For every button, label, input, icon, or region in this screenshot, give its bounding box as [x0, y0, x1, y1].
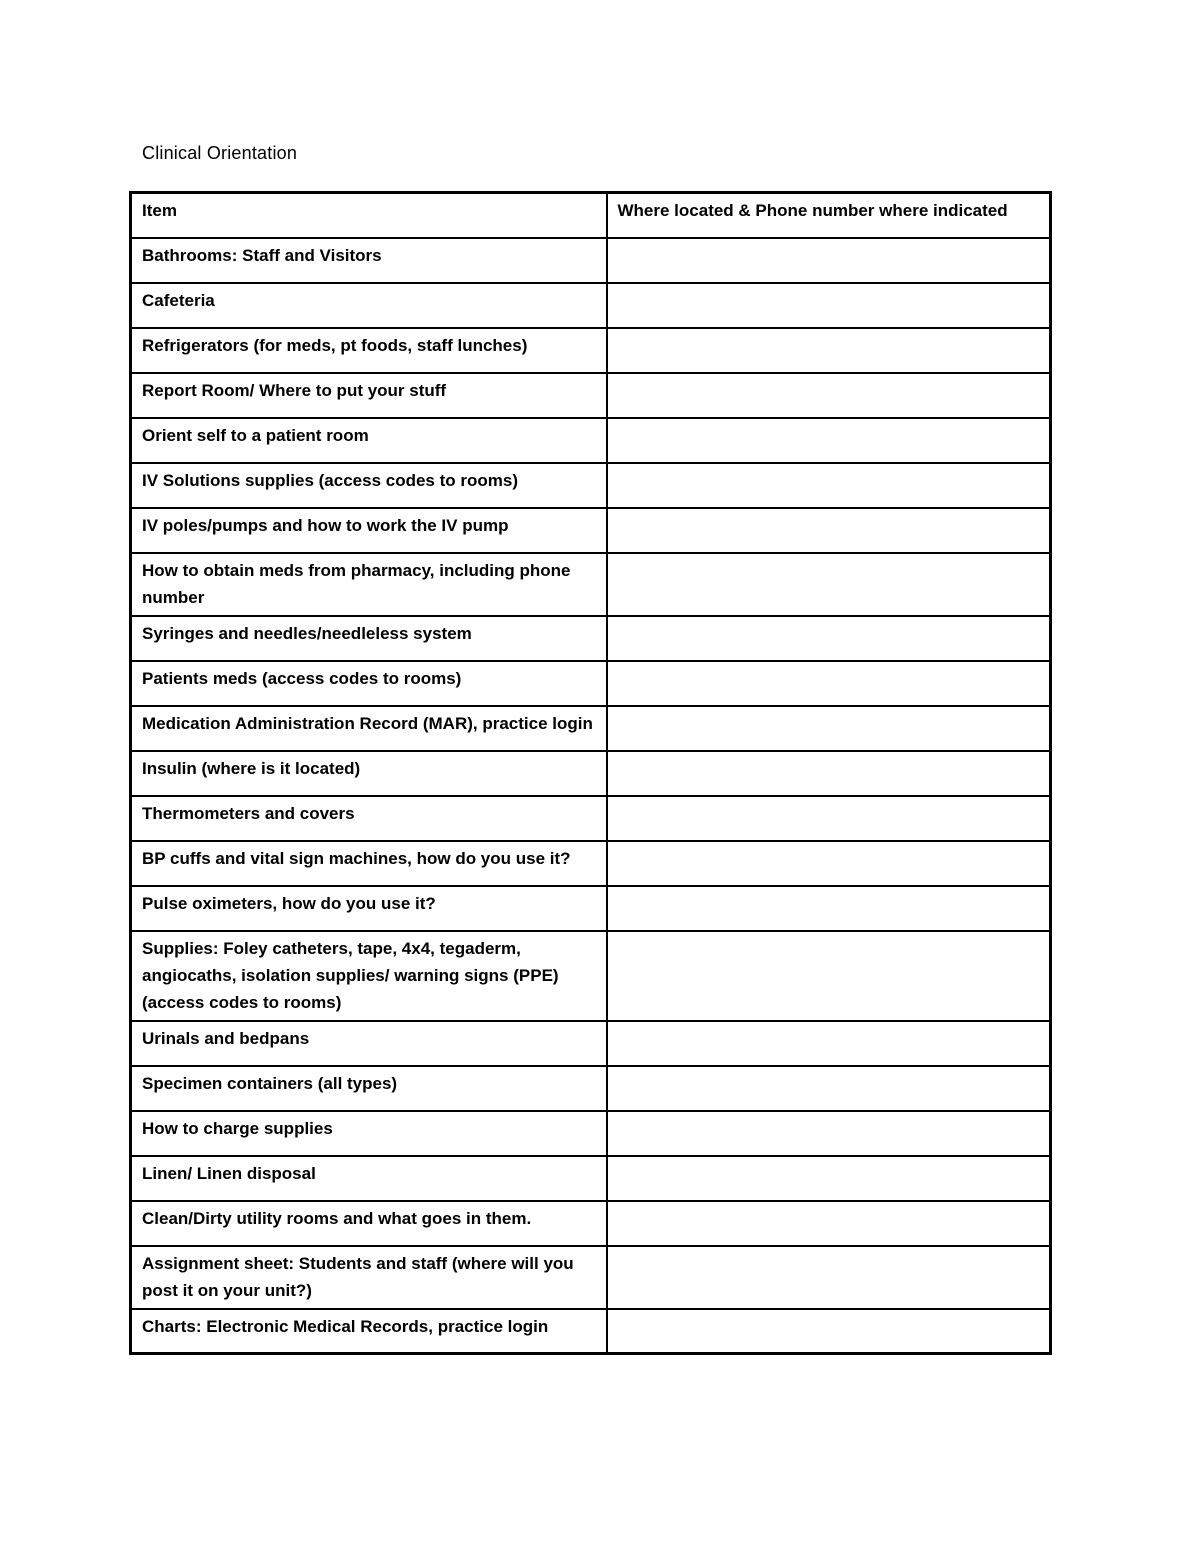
table-header-row — [131, 193, 1051, 238]
table-row — [131, 283, 1051, 328]
item-cell: Clean/Dirty utility rooms and what goes in them. — [131, 1201, 607, 1246]
item-cell: Orient self to a patient room — [131, 418, 607, 463]
location-cell[interactable] — [607, 508, 1051, 553]
location-cell[interactable] — [607, 1201, 1051, 1246]
location-cell[interactable] — [607, 931, 1051, 1021]
item-cell: Syringes and needles/needleless system — [131, 616, 607, 661]
item-cell: How to charge supplies — [131, 1111, 607, 1156]
item-cell: Assignment sheet: Students and staff (where will you post it on your unit?) — [131, 1246, 607, 1309]
table-row — [131, 661, 1051, 706]
item-cell: Insulin (where is it located) — [131, 751, 607, 796]
location-cell[interactable] — [607, 373, 1051, 418]
item-cell: Urinals and bedpans — [131, 1021, 607, 1066]
location-cell[interactable] — [607, 841, 1051, 886]
table-row — [131, 1156, 1051, 1201]
table-row — [131, 796, 1051, 841]
table-row — [131, 1111, 1051, 1156]
item-cell: IV Solutions supplies (access codes to rooms) — [131, 463, 607, 508]
item-cell: IV poles/pumps and how to work the IV pump — [131, 508, 607, 553]
page-title: Clinical Orientation — [142, 143, 298, 163]
table-row — [131, 931, 1051, 1021]
location-cell[interactable] — [607, 796, 1051, 841]
location-cell[interactable] — [607, 886, 1051, 931]
location-cell[interactable] — [607, 238, 1051, 283]
item-cell: Pulse oximeters, how do you use it? — [131, 886, 607, 931]
table-body — [131, 238, 1051, 1354]
table-row — [131, 841, 1051, 886]
location-cell[interactable] — [607, 751, 1051, 796]
table-row — [131, 1246, 1051, 1309]
item-cell: Medication Administration Record (MAR), practice login — [131, 706, 607, 751]
table-row — [131, 463, 1051, 508]
location-cell[interactable] — [607, 706, 1051, 751]
table-row — [131, 238, 1051, 283]
location-cell[interactable] — [607, 463, 1051, 508]
table-row — [131, 616, 1051, 661]
location-cell[interactable] — [607, 1309, 1051, 1354]
item-cell: Refrigerators (for meds, pt foods, staff lunches) — [131, 328, 607, 373]
table-row — [131, 1066, 1051, 1111]
item-cell: Specimen containers (all types) — [131, 1066, 607, 1111]
item-cell: Bathrooms: Staff and Visitors — [131, 238, 607, 283]
location-cell[interactable] — [607, 283, 1051, 328]
item-cell: Report Room/ Where to put your stuff — [131, 373, 607, 418]
location-cell[interactable] — [607, 1066, 1051, 1111]
item-cell: Supplies: Foley catheters, tape, 4x4, tegaderm, angiocaths, isolation supplies/ warning signs (PPE) (access codes to rooms) — [131, 931, 607, 1021]
table-row — [131, 418, 1051, 463]
orientation-table — [129, 191, 1052, 1355]
table-row — [131, 886, 1051, 931]
column-header-item: Item — [131, 193, 607, 238]
location-cell[interactable] — [607, 616, 1051, 661]
table-row — [131, 328, 1051, 373]
location-cell[interactable] — [607, 1111, 1051, 1156]
table-row — [131, 1021, 1051, 1066]
item-cell: How to obtain meds from pharmacy, including phone number — [131, 553, 607, 616]
location-cell[interactable] — [607, 553, 1051, 616]
item-cell: Linen/ Linen disposal — [131, 1156, 607, 1201]
table-row — [131, 1309, 1051, 1354]
item-cell: Charts: Electronic Medical Records, practice login — [131, 1309, 607, 1354]
item-cell: Thermometers and covers — [131, 796, 607, 841]
item-cell: Patients meds (access codes to rooms) — [131, 661, 607, 706]
item-cell: BP cuffs and vital sign machines, how do you use it? — [131, 841, 607, 886]
location-cell[interactable] — [607, 1156, 1051, 1201]
table-row — [131, 373, 1051, 418]
table-row — [131, 1201, 1051, 1246]
location-cell[interactable] — [607, 418, 1051, 463]
location-cell[interactable] — [607, 1246, 1051, 1309]
location-cell[interactable] — [607, 661, 1051, 706]
location-cell[interactable] — [607, 328, 1051, 373]
table-row — [131, 508, 1051, 553]
table-row — [131, 553, 1051, 616]
table-row — [131, 706, 1051, 751]
table-row — [131, 751, 1051, 796]
location-cell[interactable] — [607, 1021, 1051, 1066]
item-cell: Cafeteria — [131, 283, 607, 328]
column-header-location: Where located & Phone number where indicated — [607, 193, 1051, 238]
